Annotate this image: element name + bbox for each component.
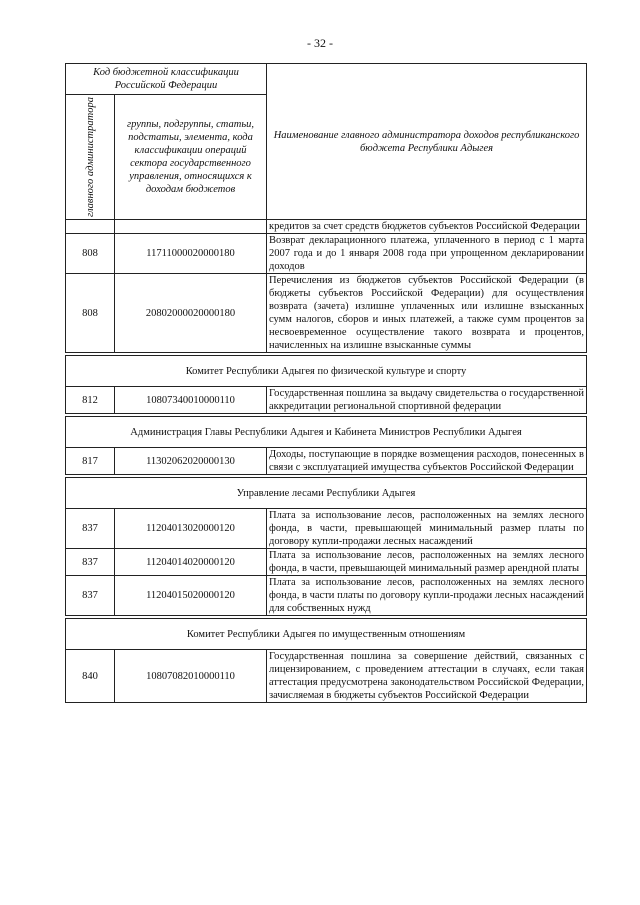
section-header-row (66, 356, 587, 387)
admin-code-cell: 817 (66, 448, 115, 475)
revenue-name-cell: Перечисления из бюджетов субъектов Российской Федерации (в бюджеты субъектов Российской Федерации) для осуществления возврата (зачета) излишне уплаченных или излишне взысканных сумм налогов, сборов и иных платежей, а также сумм процентов за несвоевременное осуществление такого возврата и процентов, начисленных на излишне взысканные суммы (267, 274, 587, 353)
classification-code-cell: 10807082010000110 (115, 650, 267, 703)
classification-code-cell: 20802000020000180 (115, 274, 267, 353)
section-header-row (66, 478, 587, 509)
revenue-name-cell: Возврат декларационного платежа, уплаченного в период с 1 марта 2007 года и до 1 января 2008 года при упрощенном декларировании доходов (267, 234, 587, 274)
revenue-name-cell: Плата за использование лесов, расположенных на землях лесного фонда, в части платы по договору купли-продажи лесных насаждений для собственных нужд (267, 576, 587, 616)
admin-code-cell: 840 (66, 650, 115, 703)
table-row (66, 576, 587, 616)
page-number: - 32 - (307, 36, 333, 50)
section-title: Администрация Главы Республики Адыгея и Кабинета Министров Республики Адыгея (66, 417, 587, 448)
table-body (66, 220, 587, 703)
budget-classification-table (65, 63, 587, 703)
table-row (66, 549, 587, 576)
table-row (66, 234, 587, 274)
revenue-name-cell: Государственная пошлина за выдачу свидетельства о государственной аккредитации региональной спортивной федерации (267, 387, 587, 414)
classification-code-cell: 11711000020000180 (115, 234, 267, 274)
table-row (66, 509, 587, 549)
admin-code-cell: 808 (66, 274, 115, 353)
revenue-name-cell: Плата за использование лесов, расположенных на землях лесного фонда, в части, превышающей минимальный размер арендной платы (267, 549, 587, 576)
classification-code-cell: 11204013020000120 (115, 509, 267, 549)
classification-code-cell: 11302062020000130 (115, 448, 267, 475)
revenue-name-cell: Плата за использование лесов, расположенных на землях лесного фонда, в части, превышающей минимальный размер платы по договору купли-продажи лесных насаждений (267, 509, 587, 549)
table-header (66, 64, 587, 220)
revenue-name-cell: Доходы, поступающие в порядке возмещения расходов, понесенных в связи с эксплуатацией имущества субъектов Российской Федерации (267, 448, 587, 475)
classification-code-cell (115, 220, 267, 234)
header-col-name: Наименование главного администратора доходов республиканского бюджета Республики Адыгея (267, 64, 587, 220)
revenue-name-cell: кредитов за счет средств бюджетов субъектов Российской Федерации (267, 220, 587, 234)
section-title: Комитет Республики Адыгея по физической культуре и спорту (66, 356, 587, 387)
section-header-row (66, 417, 587, 448)
classification-code-cell: 11204015020000120 (115, 576, 267, 616)
header-group-title: Код бюджетной классификации Российской Федерации (66, 64, 267, 95)
section-title: Комитет Республики Адыгея по имущественным отношениям (66, 619, 587, 650)
table-row (66, 650, 587, 703)
revenue-name-cell: Государственная пошлина за совершение действий, связанных с лицензированием, с проведением аттестации в случаях, если такая аттестация предусмотрена законодательством Российской Федерации, зачисляемая в бюджеты субъектов Российской Федерации (267, 650, 587, 703)
admin-code-cell: 808 (66, 234, 115, 274)
table-row (66, 387, 587, 414)
classification-code-cell: 10807340010000110 (115, 387, 267, 414)
table-row (66, 220, 587, 234)
classification-code-cell: 11204014020000120 (115, 549, 267, 576)
admin-code-cell: 837 (66, 576, 115, 616)
admin-code-cell: 812 (66, 387, 115, 414)
admin-code-cell: 837 (66, 509, 115, 549)
admin-code-cell: 837 (66, 549, 115, 576)
header-col-admin: главного администратора (84, 97, 96, 217)
admin-code-cell (66, 220, 115, 234)
section-title: Управление лесами Республики Адыгея (66, 478, 587, 509)
table-row (66, 274, 587, 353)
section-header-row (66, 619, 587, 650)
header-col-group: группы, подгруппы, статьи, подстатьи, элемента, кода классификации операций сектора государственного управления, относящихся к доходам бюджетов (115, 95, 267, 220)
header-col-admin-cell (66, 95, 115, 220)
table-row (66, 448, 587, 475)
